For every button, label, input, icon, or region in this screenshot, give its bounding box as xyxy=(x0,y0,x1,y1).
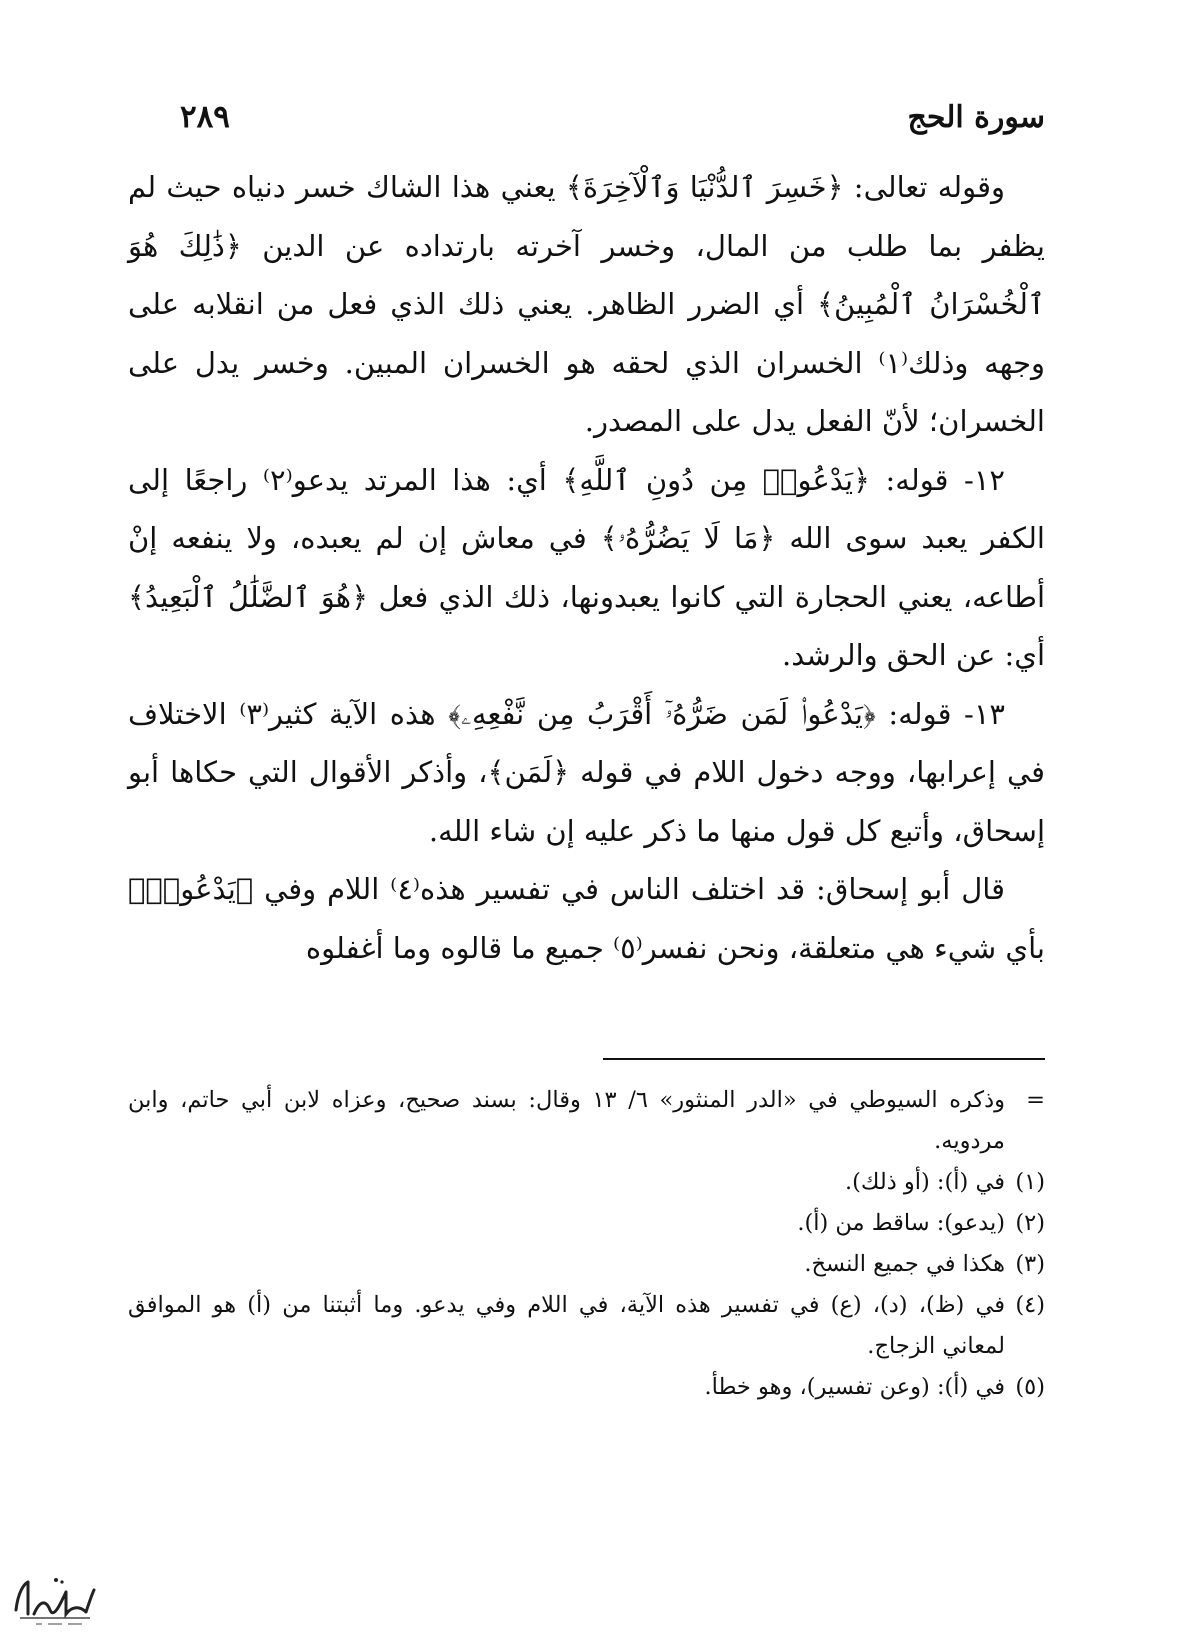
calligraphy-watermark-logo xyxy=(6,1570,98,1632)
paragraph: قال أبو إسحاق: قد اختلف الناس في تفسير هذه⁽٤⁾ اللام وفي ﴿يَدْعُوا۟﴾ بأي شيء هي متعلقة، ونحن نفسر⁽٥⁾ جميع ما قالوه وما أغفلوه xyxy=(128,872,1045,965)
running-header xyxy=(180,92,1045,142)
footnote-marker: = xyxy=(1026,1087,1045,1113)
footnote-text: في (أ): (أو ذلك). xyxy=(844,1169,1005,1195)
footnote-marker: (٢) xyxy=(1015,1210,1045,1236)
footnote-text: (يدعو): ساقط من (أ). xyxy=(797,1210,1005,1236)
footnote-separator xyxy=(603,1058,1045,1060)
footnote-text: في (أ): (وعن تفسير)، وهو خطأ. xyxy=(704,1374,1005,1400)
footnote-continuation xyxy=(128,1080,1045,1162)
footnote-marker: (٤) xyxy=(1015,1292,1045,1318)
page-number: ٢٨٩ xyxy=(180,99,230,135)
footnotes xyxy=(128,1080,1045,1408)
footnote-marker: (٣) xyxy=(1015,1251,1045,1277)
footnote-4 xyxy=(128,1285,1045,1367)
footnote-5 xyxy=(128,1367,1045,1408)
footnote-marker: (١) xyxy=(1015,1169,1045,1195)
footnote-text: في (ظ)، (د)، (ع) في تفسير هذه الآية، في اللام وفي يدعو. وما أثبتنا من (أ) هو الموافق لمعاني الزجاج. xyxy=(128,1292,1005,1359)
footnote-marker: (٥) xyxy=(1015,1374,1045,1400)
footnote-2 xyxy=(128,1203,1045,1244)
footnote-text: هكذا في جميع النسخ. xyxy=(804,1251,1005,1277)
footnote-text: وذكره السيوطي في «الدر المنثور» ٦/ ١٣ وقال: بسند صحيح، وعزاه لابن أبي حاتم، وابن مردويه. xyxy=(128,1087,1006,1154)
paragraph: ١٣- قوله: ﴿يَدْعُوا۟ لَمَن ضَرُّهُۥٓ أَقْرَبُ مِن نَّفْعِهِۦ﴾ هذه الآية كثير⁽٣⁾ الاختلاف في إعرابها، ووجه دخول اللام في قوله ﴿لَمَن﴾، وأذكر الأقوال التي حكاها أبو إسحاق، وأتبع كل قول منها ما ذكر عليه إن شاء الله. xyxy=(128,696,1045,848)
surah-title: سورة الحج xyxy=(907,99,1045,135)
paragraph: ١٢- قوله: ﴿يَدْعُوا۟ مِن دُونِ ٱللَّهِ﴾ أي: هذا المرتد يدعو⁽٢⁾ راجعًا إلى الكفر يعبد سوى الله ﴿مَا لَا يَضُرُّهُۥ﴾ في معاش إن لم يعبده، ولا ينفعه إنْ أطاعه، يعني الحجارة التي كانوا يعبدونها، ذلك الذي فعل ﴿هُوَ ٱلضَّلَٰلُ ٱلْبَعِيدُ﴾ أي: عن الحق والرشد. xyxy=(128,462,1045,672)
footnote-3 xyxy=(128,1244,1045,1285)
paragraph: وقوله تعالى: ﴿خَسِرَ ٱلدُّنْيَا وَٱلْآخِرَةَ﴾ يعني هذا الشاك خسر دنياه حيث لم يظفر بما طلب من المال، وخسر آخرته بارتداده عن الدين ﴿ذَٰلِكَ هُوَ ٱلْخُسْرَانُ ٱلْمُبِينُ﴾ أي الضرر الظاهر. يعني ذلك الذي فعل من انقلابه على وجهه وذلك⁽١⁾ الخسران الذي لحقه هو الخسران المبين. وخسر يدل على الخسران؛ لأنّ الفعل يدل على المصدر. xyxy=(128,170,1045,438)
main-text xyxy=(128,158,1045,977)
footnote-1 xyxy=(128,1162,1045,1203)
